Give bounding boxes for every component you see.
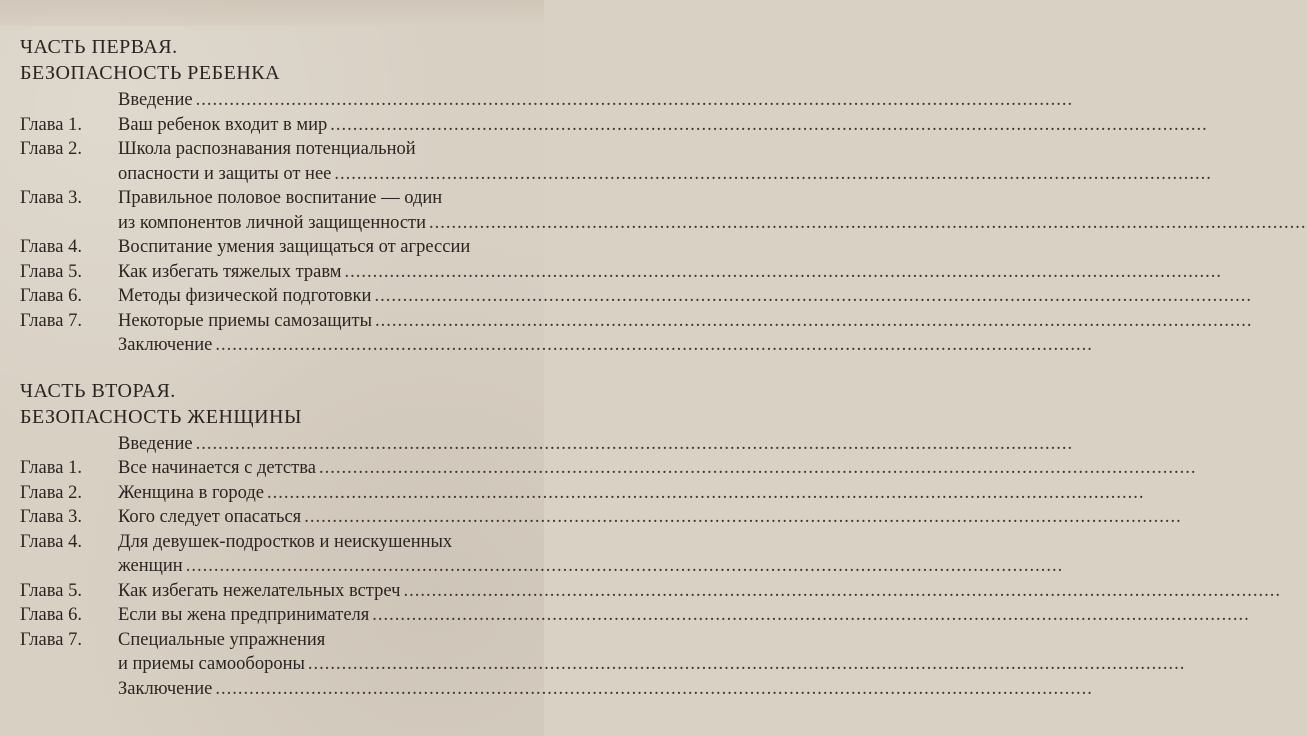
- toc-entry: [0, 677, 1093, 702]
- dot-leader: ............................................................................................................................................................: [195, 433, 1074, 454]
- chapter-title-continued: опасности и защиты от нее: [118, 163, 332, 184]
- toc-entry: [0, 186, 1307, 235]
- dot-leader: ............................................................................................................................................................: [375, 310, 1253, 331]
- dot-leader: ............................................................................................................................................................: [429, 212, 1307, 233]
- chapter-title: Как избегать нежелательных встреч: [118, 580, 401, 601]
- dot-leader: ............................................................................................................................................................: [374, 286, 1252, 306]
- dot-leader: ............................................................................................................................................................: [344, 261, 1223, 282]
- chapter-title: Введение: [118, 90, 193, 110]
- page-top-edge: [0, 0, 544, 26]
- toc-entry: [0, 603, 1250, 628]
- chapter-title: Заключение: [118, 678, 213, 699]
- chapter-number: Глава 7.: [20, 629, 82, 650]
- chapter-number: Глава 4.: [20, 531, 82, 552]
- chapter-title: Если вы жена предпринимателя: [118, 605, 370, 625]
- section-spacer: [0, 358, 544, 378]
- dot-leader: ............................................................................................................................................................: [330, 114, 1208, 135]
- chapter-title: Методы физической подготовки: [118, 286, 372, 306]
- dot-leader: ............................................................................................................................................................: [215, 678, 1093, 699]
- dot-leader: ............................................................................................................................................................: [334, 163, 1212, 184]
- toc-entry: [0, 628, 1186, 677]
- toc-entry: [0, 260, 1223, 285]
- toc-entry: [0, 309, 1253, 334]
- chapter-title: Введение: [118, 433, 193, 454]
- dot-leader: ............................................................................................................................................................: [185, 556, 1064, 576]
- chapter-title: Кого следует опасаться: [118, 507, 302, 527]
- chapter-number: Глава 2.: [20, 482, 82, 503]
- dot-leader: ............................................................................................................................................................: [304, 507, 1182, 527]
- chapter-number: Глава 3.: [20, 188, 82, 208]
- part-one-entries: [0, 88, 1307, 358]
- chapter-title: Женщина в городе: [118, 482, 264, 503]
- chapter-title: Ваш ребенок входит в мир: [118, 114, 328, 135]
- toc-entry: [0, 137, 1212, 186]
- chapter-title: Специальные упражнения: [118, 629, 326, 650]
- chapter-title-continued: и приемы самообороны: [118, 654, 305, 674]
- part-two-entries: [0, 432, 1281, 702]
- chapter-number: Глава 6.: [20, 605, 82, 625]
- chapter-title: Школа распознавания потенциальной: [118, 139, 416, 159]
- dot-leader: ............................................................................................................................................................: [215, 335, 1093, 355]
- part-two-title-line2: БЕЗОПАСНОСТЬ ЖЕНЩИНЫ: [20, 405, 302, 428]
- chapter-title: Заключение: [118, 335, 213, 355]
- chapter-number: Глава 7.: [20, 310, 82, 331]
- dot-leader: ............................................................................................................................................................: [195, 90, 1074, 110]
- toc-entry: [0, 88, 1074, 113]
- part-two-section: [0, 378, 1281, 702]
- chapter-number: Глава 5.: [20, 580, 82, 601]
- toc-entry: [0, 432, 1074, 457]
- dot-leader: ............................................................................................................................................................: [266, 482, 1145, 503]
- table-of-contents: [0, 34, 1307, 701]
- part-one-section: [0, 34, 1307, 358]
- toc-entry: [0, 284, 1252, 309]
- chapter-title: Все начинается с детства: [118, 458, 316, 478]
- dot-leader: ............................................................................................................................................................: [307, 654, 1186, 674]
- dot-leader: ............................................................................................................................................................: [372, 605, 1250, 625]
- chapter-number: Глава 5.: [20, 261, 82, 282]
- chapter-number: Глава 1.: [20, 458, 82, 478]
- chapter-title-continued: женщин: [118, 556, 183, 576]
- chapter-number: Глава 1.: [20, 114, 82, 135]
- chapter-number: Глава 2.: [20, 139, 82, 159]
- chapter-title: Правильное половое воспитание — один: [118, 188, 443, 208]
- toc-entry: [0, 456, 1197, 481]
- chapter-title-continued: из компонентов личной защищенности: [118, 212, 427, 233]
- toc-entry: [0, 530, 1064, 579]
- part-two-title-line1: ЧАСТЬ ВТОРАЯ.: [20, 379, 176, 402]
- chapter-title: Воспитание умения защищаться от агрессии: [118, 237, 471, 257]
- chapter-number: Глава 4.: [20, 237, 82, 257]
- toc-entry: [0, 113, 1208, 138]
- chapter-number: Глава 6.: [20, 286, 82, 306]
- chapter-title: Как избегать тяжелых травм: [118, 261, 342, 282]
- chapter-title: Для девушек-подростков и неискушенных: [118, 531, 453, 552]
- toc-entry: [0, 235, 544, 260]
- toc-entry: [0, 333, 1093, 358]
- toc-entry: [0, 505, 1182, 530]
- dot-leader: ............................................................................................................................................................: [318, 458, 1197, 478]
- chapter-number: Глава 3.: [20, 507, 82, 527]
- dot-leader: ............................................................................................................................................................: [403, 580, 1281, 601]
- toc-entry: [0, 579, 1281, 604]
- part-one-title-line1: ЧАСТЬ ПЕРВАЯ.: [20, 36, 178, 58]
- toc-entry: [0, 481, 1145, 506]
- part-one-title-line2: БЕЗОПАСНОСТЬ РЕБЕНКА: [20, 62, 281, 84]
- chapter-title: Некоторые приемы самозащиты: [118, 310, 373, 331]
